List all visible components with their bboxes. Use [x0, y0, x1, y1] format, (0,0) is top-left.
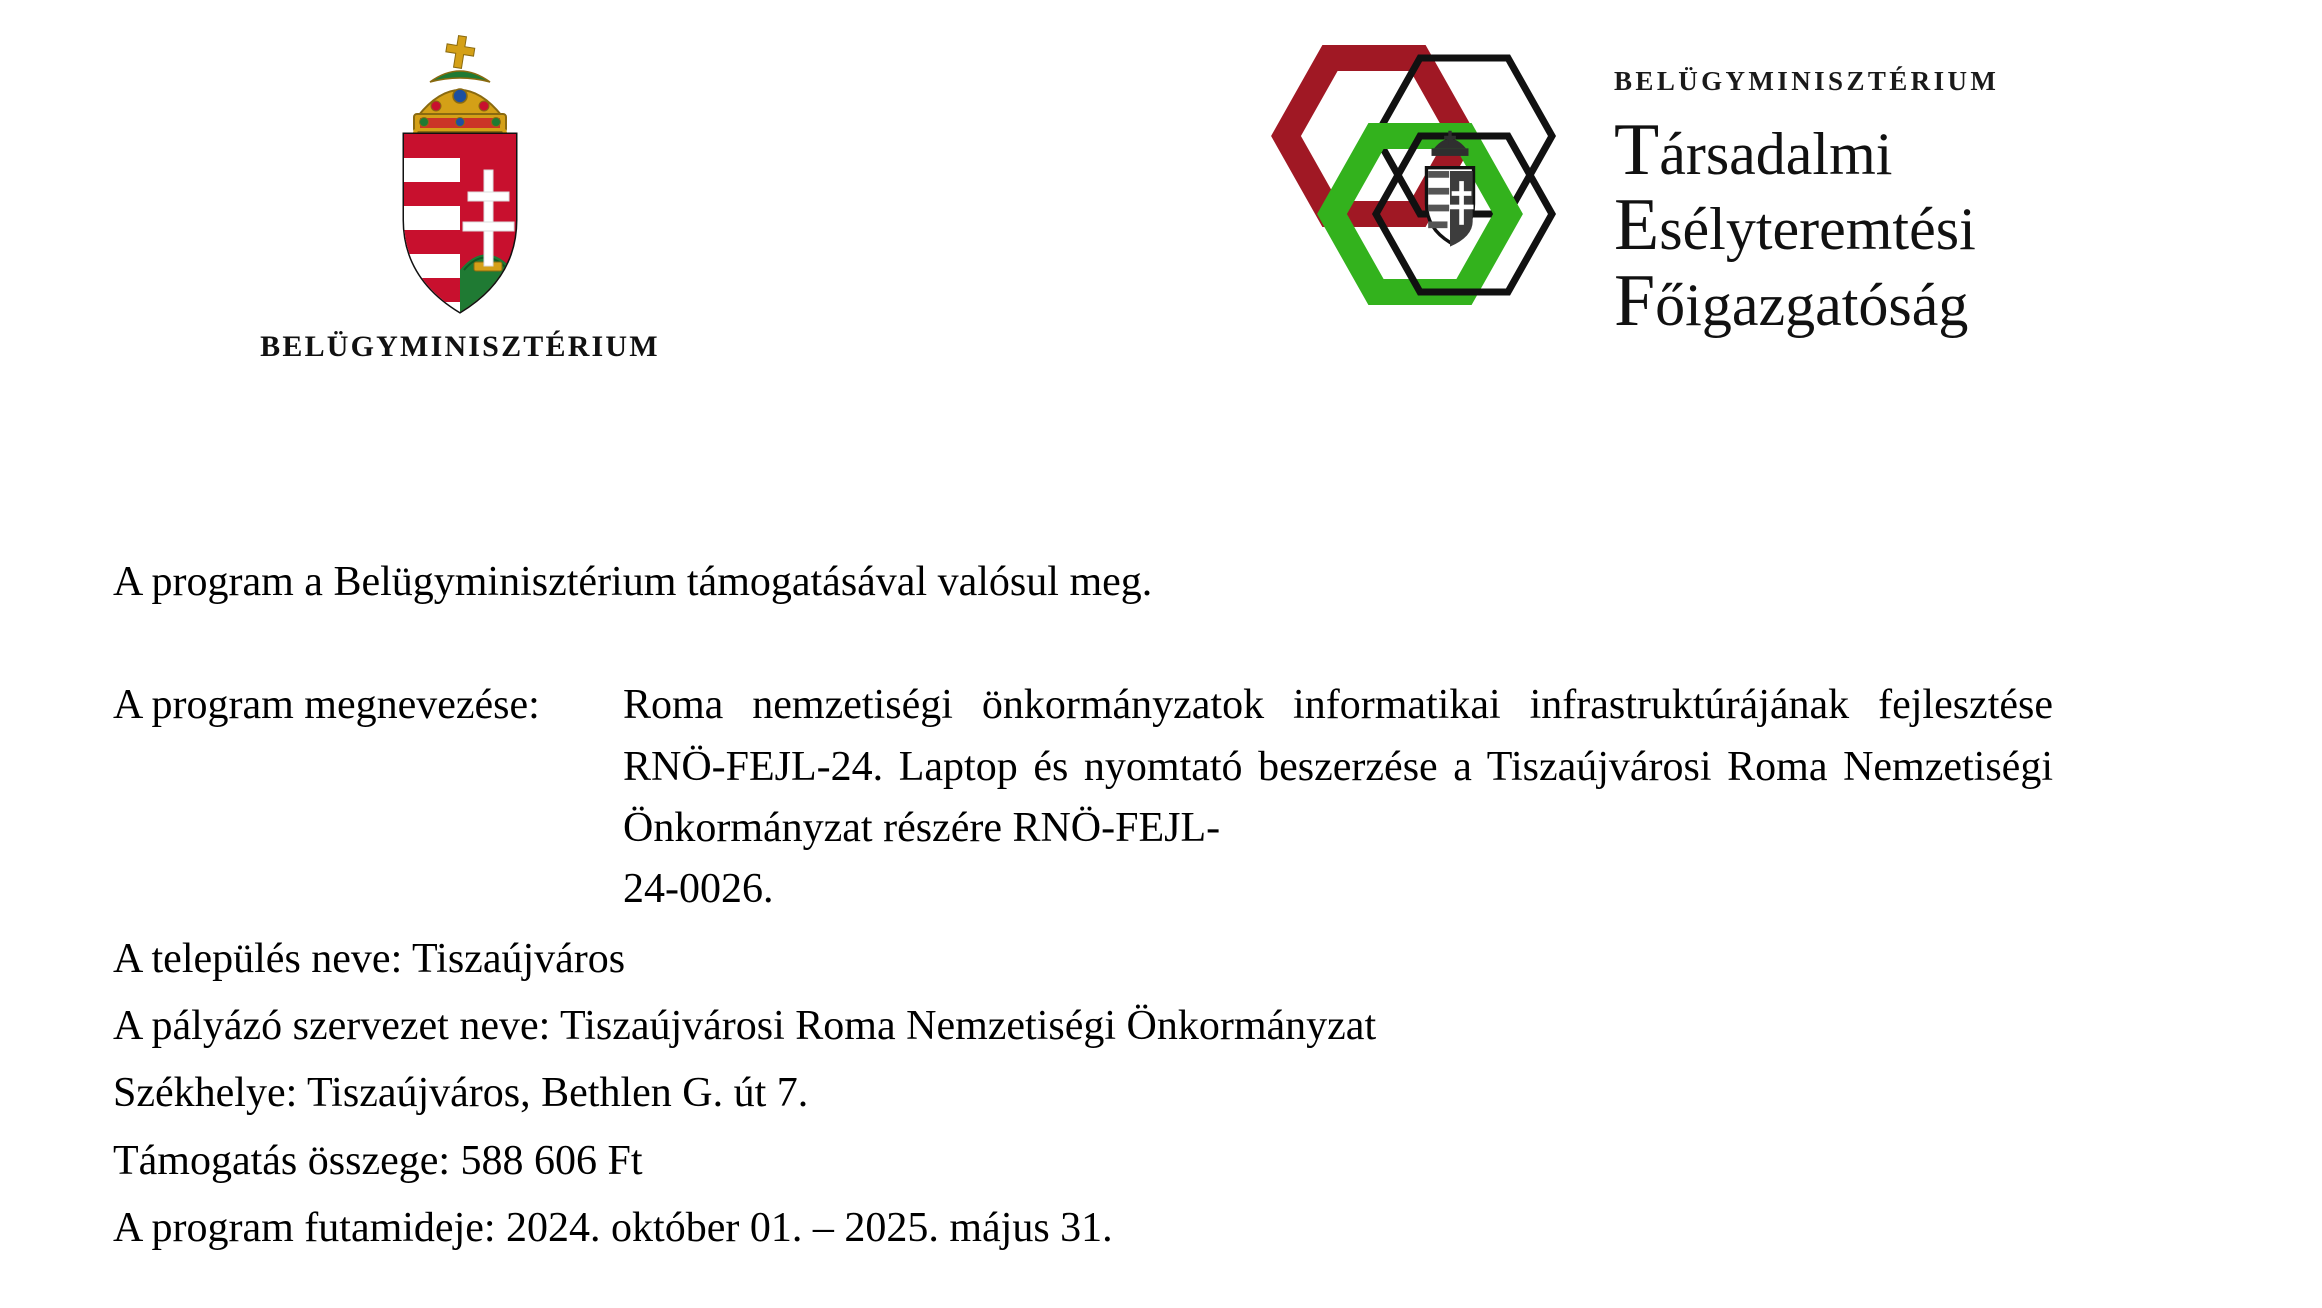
tef-line-3-rest: őigazgatóság — [1655, 271, 1969, 338]
header-logos — [0, 0, 2322, 430]
program-name-value-main: Roma nemzetiségi önkormányzatok informatikai infrastruktúrájának fejlesztése RNÖ-FEJL-24. Laptop és nyomtató beszerzése a Tiszaújvárosi Roma Nemzetiségi Önkormányzat részére RNÖ-FEJL- — [623, 682, 2053, 851]
program-name-value-last: 24-0026. — [623, 866, 774, 913]
tef-ministry-line: BELÜGYMINISZTÉRIUM — [1614, 66, 2000, 96]
tef-line-2-cap: E — [1614, 184, 1660, 267]
applicant-line: A pályázó szervezet neve: Tiszaújvárosi Roma Nemzetiségi Önkormányzat — [113, 1002, 1377, 1049]
tef-line-1 — [1614, 109, 1999, 191]
hungarian-coat-of-arms-icon — [360, 30, 560, 320]
program-name-value — [623, 675, 2053, 920]
tef-wordmark — [1614, 40, 2000, 342]
support-sentence: A program a Belügyminisztérium támogatásával valósul meg. — [113, 559, 1153, 605]
program-name-label: A program megnevezése: — [113, 682, 540, 729]
duration-line: A program futamideje: 2024. október 01. – 2025. május 31. — [113, 1204, 1113, 1251]
tef-line-3 — [1614, 259, 1999, 342]
settlement-line: A település neve: Tiszaújváros — [113, 935, 626, 982]
tef-line-2-rest: sélyteremtési — [1659, 196, 1976, 263]
coat-of-arms-block — [160, 30, 760, 364]
tef-line-1-rest: ársadalmi — [1659, 121, 1893, 187]
program-name-block — [113, 675, 2053, 920]
seat-line: Székhelye: Tiszaújváros, Bethlen G. út 7. — [113, 1070, 809, 1117]
document-body — [113, 552, 2113, 1265]
hexagon-logo-icon — [1230, 40, 1580, 370]
coat-of-arms-caption: BELÜGYMINISZTÉRIUM — [260, 330, 660, 363]
tef-line-3-cap: F — [1614, 259, 1656, 342]
grant-amount-line: Támogatás összege: 588 606 Ft — [113, 1137, 643, 1184]
tef-line-2 — [1614, 184, 1999, 267]
tef-logo-block — [1230, 40, 1999, 370]
tef-line-1-cap: T — [1614, 109, 1660, 191]
